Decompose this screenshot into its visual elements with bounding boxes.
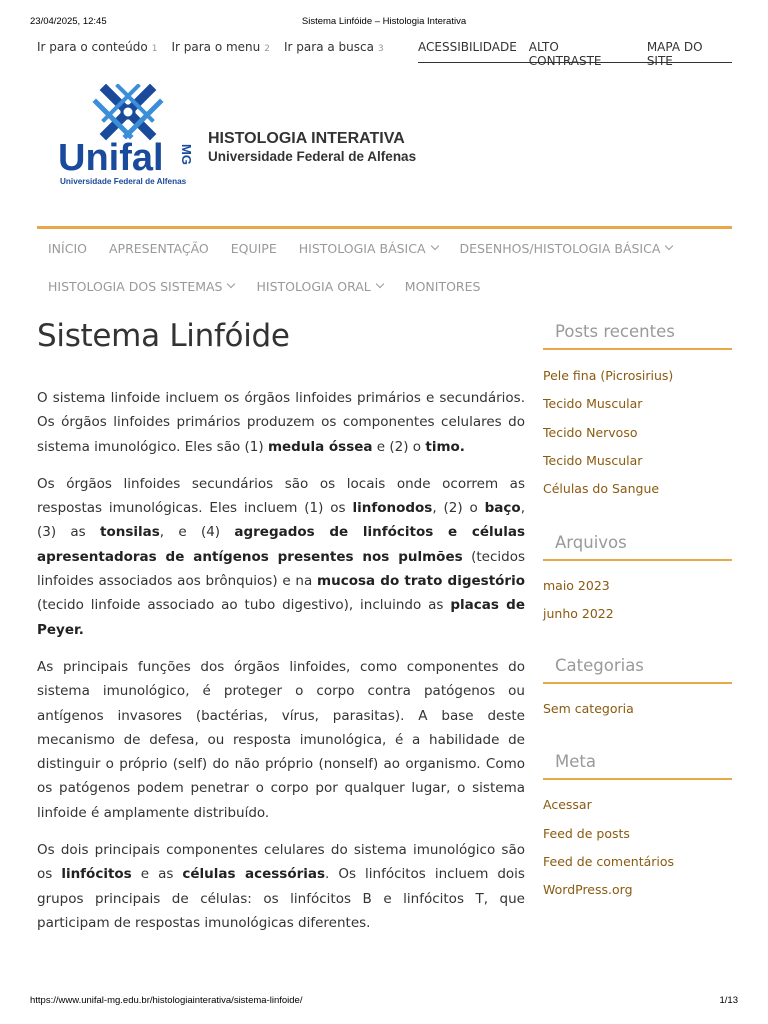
- list-item: [543, 797, 732, 825]
- recent-post-link[interactable]: Pele fina (Picrosirius): [543, 368, 674, 383]
- login-link[interactable]: Acessar: [543, 797, 592, 813]
- bold-term: baço: [484, 500, 521, 517]
- bold-term: linfonodos: [352, 500, 433, 517]
- archive-link[interactable]: maio 2023: [543, 578, 610, 594]
- posts-feed-link[interactable]: Feed de posts: [543, 825, 630, 841]
- text-run: e as: [131, 866, 183, 883]
- nav-item-desenhos-histologia-basica[interactable]: [449, 241, 684, 256]
- article-paragraph: As principais funções dos órgãos linfoides, como componentes do sistema imunológico, é proteger o corpo contra patógenos ou antígenos invasores (bactérias, vírus, parasitas). A base deste mecanismo de defesa, ou resposta imunológica, é a habilidade de distinguir o próprio (self) do não próprio (nonself) ao organismo. Como os patógenos podem penetrar o corpo por qualquer lugar, o sistema linfoide é amplamente distribuído.: [37, 658, 525, 821]
- bold-term: tonsilas: [100, 524, 160, 541]
- skip-links: [37, 40, 384, 54]
- site-subtitle: Universidade Federal de Alfenas: [208, 149, 417, 164]
- widget-title: Meta: [543, 752, 732, 780]
- widget-title: Categorias: [543, 656, 732, 684]
- nav-item-label: EQUIPE: [230, 240, 277, 256]
- nav-row: [37, 229, 732, 267]
- print-page-number: 1/13: [719, 995, 738, 1006]
- accessibility-bar: [418, 40, 732, 68]
- list-item: [543, 396, 732, 424]
- accessibility-link[interactable]: ACESSIBILIDADE: [418, 40, 517, 54]
- nav-item-label: MONITORES: [404, 278, 481, 294]
- text-run: (tecido linfoide associado ao tubo digestivo), incluindo as: [37, 597, 451, 614]
- skip-link-number: 2: [264, 44, 270, 54]
- nav-item-label: DESENHOS/HISTOLOGIA BÁSICA: [459, 240, 661, 256]
- nav-item-inicio[interactable]: [37, 241, 98, 256]
- logo-wordmark: Unifal: [58, 137, 164, 179]
- print-url: https://www.unifal-mg.edu.br/histologiainterativa/sistema-linfoide/: [30, 995, 303, 1006]
- nav-item-label: HISTOLOGIA DOS SISTEMAS: [48, 278, 223, 294]
- print-header: [30, 16, 738, 30]
- skip-link-label: Ir para o menu: [171, 40, 261, 54]
- page-title: Sistema Linfóide: [37, 318, 290, 354]
- print-page-title: Sistema Linfóide – Histologia Interativa: [301, 16, 467, 27]
- skip-link-label: Ir para o conteúdo: [37, 40, 148, 54]
- text-run: , e (4): [159, 524, 235, 541]
- nav-row: [37, 267, 732, 305]
- bold-term: agregados de linfócitos e células apresentadoras de antígenos presentes nos pulmões: [37, 524, 526, 565]
- recent-post-link[interactable]: Tecido Nervoso: [543, 424, 638, 440]
- bold-term: linfócitos: [61, 866, 132, 883]
- skip-to-content-link[interactable]: [37, 40, 157, 54]
- print-footer: [30, 995, 738, 1009]
- bold-term: células acessórias: [182, 866, 326, 883]
- list-item: [543, 578, 732, 606]
- main-navigation: [37, 226, 732, 305]
- site-map-link[interactable]: MAPA DO SITE: [646, 40, 703, 68]
- skip-link-number: 1: [151, 44, 158, 54]
- bold-term: placas de Peyer.: [37, 597, 525, 638]
- sidebar: [543, 322, 732, 910]
- bold-term: mucosa do trato digestório: [317, 573, 525, 590]
- logo-suffix: MG: [179, 144, 194, 165]
- list-item: [543, 882, 732, 910]
- nav-item-label: INÍCIO: [48, 240, 87, 256]
- nav-item-histologia-dos-sistemas[interactable]: [37, 279, 245, 294]
- text-run: e (2) o: [372, 438, 426, 455]
- logo-caption: Universidade Federal de Alfenas: [60, 177, 187, 186]
- article-paragraph: [37, 386, 525, 459]
- text-run: Os dois principais componentes celulares do sistema imunológico são os: [37, 842, 525, 883]
- text-run: . Os linfócitos incluem dois grupos principais de células: os linfócitos B e linfócitos T, que participam de respostas imunológicas diferentes.: [37, 866, 525, 931]
- chevron-down-icon: [227, 280, 235, 288]
- article-paragraph: [37, 472, 525, 642]
- article-content: [37, 386, 525, 948]
- widget-archives: [543, 533, 732, 634]
- widget-meta: [543, 752, 732, 910]
- high-contrast-link[interactable]: ALTO CONTRASTE: [528, 40, 602, 68]
- text-run: , (3) as: [37, 500, 525, 541]
- nav-item-apresentacao[interactable]: [98, 241, 220, 256]
- category-link[interactable]: Sem categoria: [543, 701, 634, 717]
- text-run: O sistema linfoide incluem os órgãos linfoides primários e secundários. Os órgãos linfoides primários produzem os componentes celulares do sistema imunológico. Eles são (1): [37, 390, 525, 455]
- wordpress-link[interactable]: WordPress.org: [543, 882, 633, 898]
- widget-categories: [543, 656, 732, 729]
- widget-title: Posts recentes: [543, 322, 732, 350]
- archives-list: [543, 578, 732, 634]
- list-item: [543, 425, 732, 453]
- print-timestamp: 23/04/2025, 12:45: [30, 16, 107, 27]
- list-item: [543, 481, 732, 509]
- article-paragraph: [37, 838, 525, 935]
- list-item: [543, 606, 732, 634]
- nav-item-equipe[interactable]: [220, 241, 288, 256]
- archive-link[interactable]: junho 2022: [543, 606, 614, 622]
- categories-list: [543, 701, 732, 729]
- site-title[interactable]: HISTOLOGIA INTERATIVA: [208, 130, 405, 147]
- nav-item-label: APRESENTAÇÃO: [108, 240, 209, 256]
- skip-link-label: Ir para a busca: [284, 40, 374, 54]
- skip-to-search-link[interactable]: [284, 40, 384, 54]
- meta-list: [543, 797, 732, 910]
- comments-feed-link[interactable]: Feed de comentários: [543, 853, 675, 869]
- recent-posts-list: [543, 368, 732, 509]
- list-item: [543, 453, 732, 481]
- skip-to-menu-link[interactable]: [171, 40, 270, 54]
- chevron-down-icon: [430, 242, 438, 250]
- list-item: [543, 701, 732, 729]
- text-run: (tecidos linfoides associados aos brônquios) e na: [37, 548, 525, 590]
- skip-link-number: 3: [377, 44, 384, 54]
- chevron-down-icon: [376, 280, 384, 288]
- recent-post-link[interactable]: Tecido Muscular: [543, 396, 643, 412]
- bold-term: medula óssea: [267, 438, 373, 455]
- list-item: [543, 368, 732, 396]
- nav-item-histologia-basica[interactable]: [288, 241, 449, 256]
- nav-item-histologia-oral[interactable]: [245, 279, 393, 294]
- text-run: Os órgãos linfoides secundários são os locais onde ocorrem as respostas imunológicas. Eles incluem (1) os: [37, 475, 525, 517]
- chevron-down-icon: [665, 242, 673, 250]
- bold-term: timo.: [425, 438, 465, 455]
- nav-item-monitores[interactable]: [394, 279, 492, 294]
- unifal-logo[interactable]: [58, 84, 198, 188]
- recent-post-link[interactable]: Células do Sangue: [543, 481, 660, 497]
- recent-post-link[interactable]: Tecido Muscular: [543, 452, 643, 468]
- widget-recent-posts: [543, 322, 732, 509]
- widget-title: Arquivos: [543, 533, 732, 561]
- list-item: [543, 854, 732, 882]
- text-run: , (2) o: [432, 500, 485, 517]
- nav-item-label: HISTOLOGIA BÁSICA: [298, 240, 426, 256]
- list-item: [543, 826, 732, 854]
- nav-item-label: HISTOLOGIA ORAL: [256, 278, 371, 294]
- unifal-logo-graphic: [58, 84, 198, 188]
